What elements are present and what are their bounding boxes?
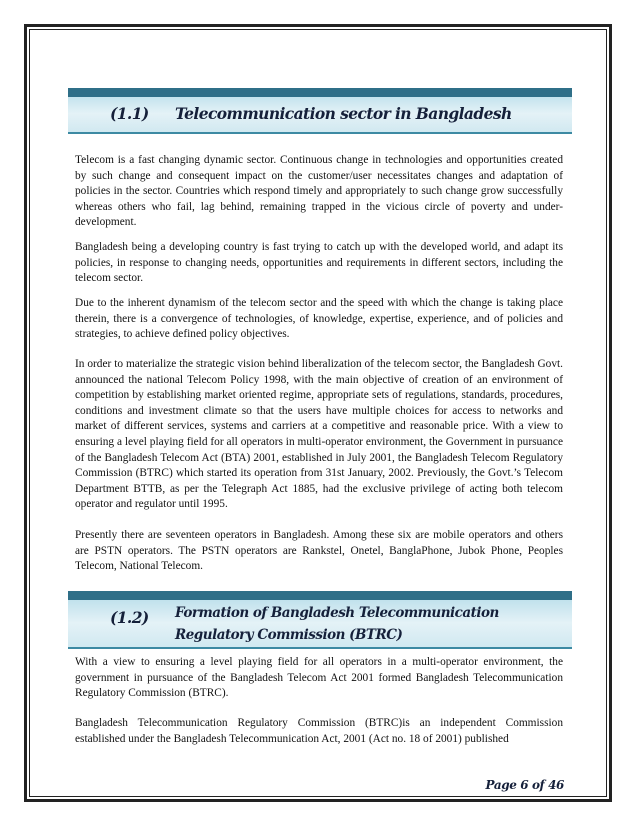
section-number: (1.2) <box>110 608 149 627</box>
section-title: Formation of Bangladesh Telecommunication Regulatory Commission (BTRC) <box>175 605 499 643</box>
paragraph: In order to materialize the strategic vision behind liberalization of the telecom sector, the Bangladesh Govt. announced the national Telecom Policy 1998, with the main objective of creation of an environment of competition by establishing market oriented regime, appropriate sets of regulations, standards, procedures, conditions and investment climate so that the users have multiple choices for access to networks and market of different services, systems and carriers at a competitive and reasonable price. With a view to ensuring a level playing field for all operators in multi-operator environment, the Government in pursuance of the Bangladesh Telecom Act (BTA) 2001, established in July 2001, the Bangladesh Telecom Regulatory Commission (BTRC) which started its operation from 31st January, 2002. Previously, the Govt.’s Telecom Department BTTB, as per the Telegraph Act 1885, had the exclusive privilege of acting both telecom operator and regulator until 1995. <box>75 358 563 511</box>
page-number: Page 6 of 46 <box>485 778 564 792</box>
section-heading-1-2 <box>68 591 572 649</box>
paragraph: Due to the inherent dynamism of the telecom sector and the speed with which the change is taking place therein, there is a convergence of technologies, of knowledge, expertise, experience, and of policies and strategies, to achieve defined policy objectives. <box>75 297 563 341</box>
paragraph: Bangladesh being a developing country is fast trying to catch up with the developed world, and adapt its policies, in response to changing needs, opportunities and requirements in different sectors, including the telecom sector. <box>75 241 563 285</box>
section-number: (1.1) <box>110 104 149 123</box>
paragraph: With a view to ensuring a level playing field for all operators in a multi-operator environment, the government in pursuance of the Bangladesh Telecom Act 2001 formed Bangladesh Telecommunication Regulatory Commission (BTRC). <box>75 656 563 700</box>
heading-top-bar <box>68 591 572 600</box>
section-heading-1-1 <box>68 88 572 134</box>
paragraph: Telecom is a fast changing dynamic sector. Continuous change in technologies and opportunities created by such change and consequent impact on the customer/user necessitates changes and adaptation of policies in the sector. Countries which respond timely and appropriately to such change grow successfully whereas others who fail, lag behind, remaining trapped in the vicious circle of poverty and under-development. <box>75 154 563 229</box>
heading-top-bar <box>68 88 572 97</box>
heading-bottom-bar <box>68 132 572 134</box>
paragraph: Bangladesh Telecommunication Regulatory Commission (BTRC)is an independent Commission established under the Bangladesh Telecommunication Act, 2001 (Act no. 18 of 2001) published <box>75 717 563 745</box>
paragraph: Presently there are seventeen operators in Bangladesh. Among these six are mobile operators and others are PSTN operators. The PSTN operators are Rankstel, Onetel, BanglaPhone, Jubok Phone, Peoples Telecom, National Telecom. <box>75 529 563 573</box>
section-title: Telecommunication sector in Bangladesh <box>175 104 512 123</box>
heading-bottom-bar <box>68 647 572 649</box>
